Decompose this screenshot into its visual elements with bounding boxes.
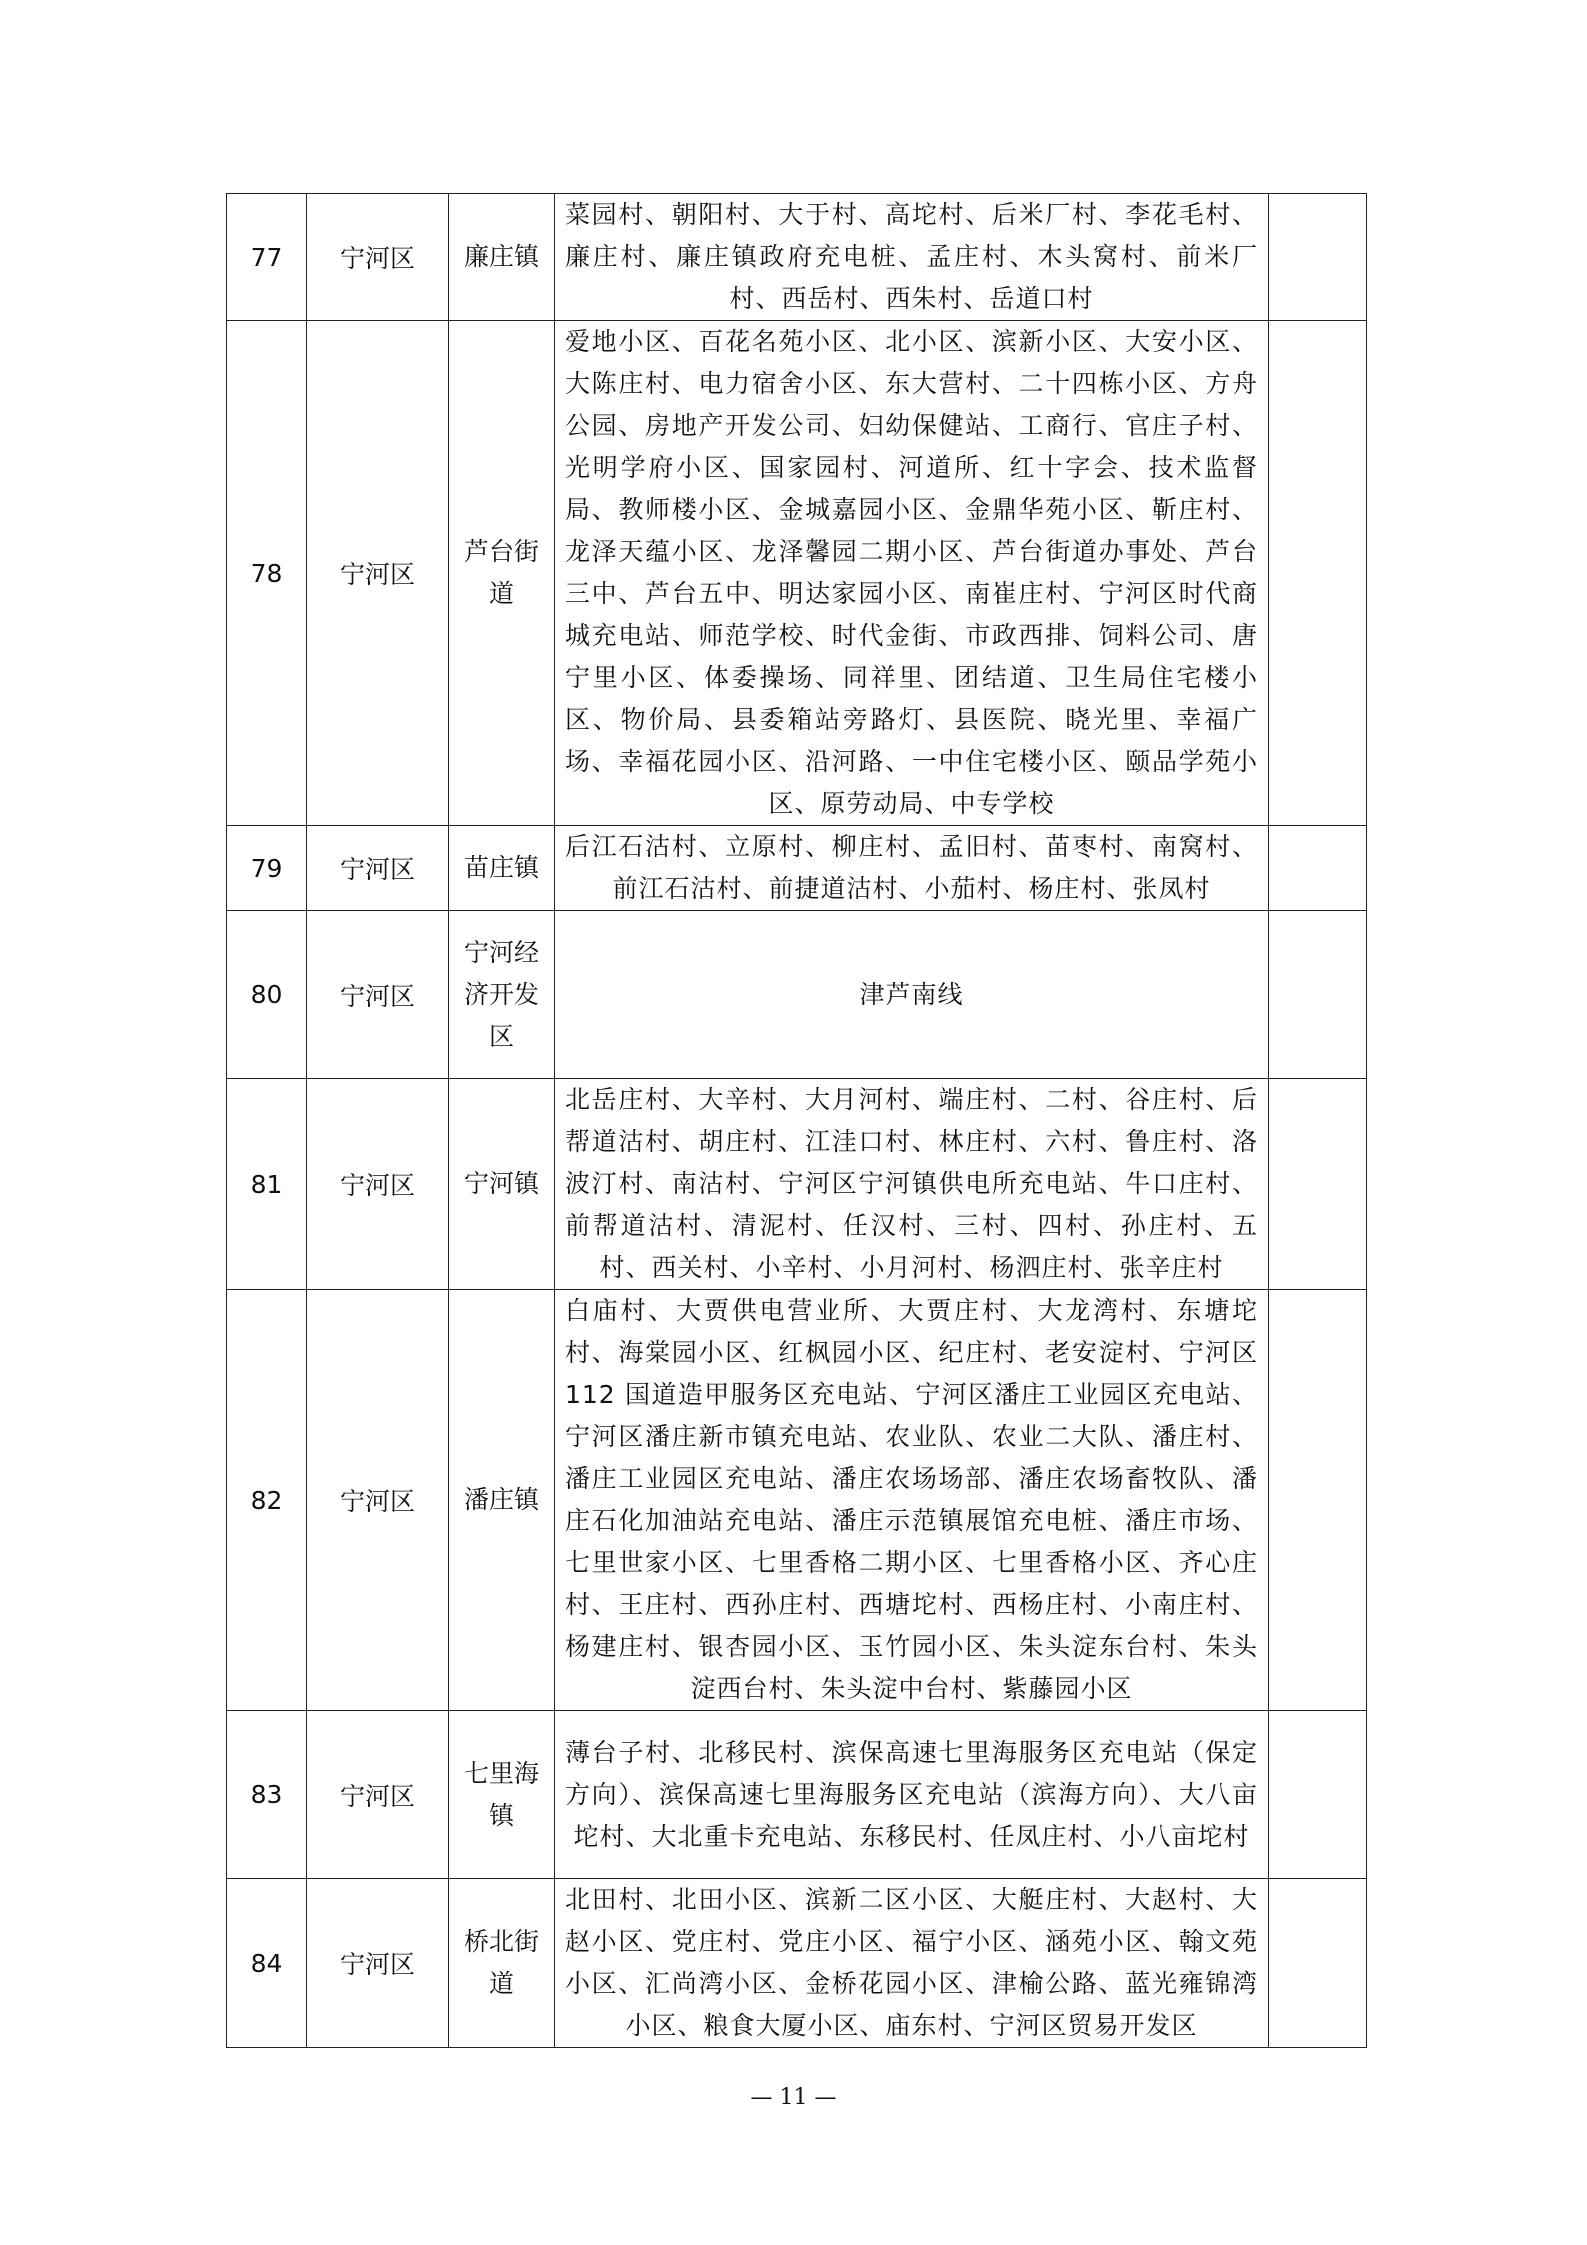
district-cell: 宁河区 — [307, 321, 449, 826]
row-number: 84 — [227, 1879, 307, 2048]
extra-cell — [1269, 194, 1367, 321]
district-cell: 宁河区 — [307, 194, 449, 321]
charging-area-table — [226, 193, 1367, 2048]
table-row — [227, 1290, 1367, 1711]
district-cell: 宁河区 — [307, 826, 449, 911]
extra-cell — [1269, 1711, 1367, 1879]
areas-cell: 北岳庄村、大辛村、大月河村、端庄村、二村、谷庄村、后帮道沽村、胡庄村、江洼口村、林庄村、六村、鲁庄村、洛波汀村、南沽村、宁河区宁河镇供电所充电站、牛口庄村、前帮道沽村、清泥村、任汉村、三村、四村、孙庄村、五村、西关村、小辛村、小月河村、杨泗庄村、张辛庄村 — [555, 1079, 1269, 1290]
row-number: 78 — [227, 321, 307, 826]
extra-cell — [1269, 911, 1367, 1079]
areas-cell: 后江石沽村、立原村、柳庄村、孟旧村、苗枣村、南窝村、前江石沽村、前捷道沽村、小茄村、杨庄村、张凤村 — [555, 826, 1269, 911]
row-number: 77 — [227, 194, 307, 321]
table-row — [227, 321, 1367, 826]
district-cell: 宁河区 — [307, 911, 449, 1079]
row-number: 83 — [227, 1711, 307, 1879]
town-cell: 宁河镇 — [449, 1079, 555, 1290]
town-cell: 宁河经济开发区 — [449, 911, 555, 1079]
extra-cell — [1269, 321, 1367, 826]
district-cell: 宁河区 — [307, 1711, 449, 1879]
town-cell: 潘庄镇 — [449, 1290, 555, 1711]
extra-cell — [1269, 826, 1367, 911]
table-row — [227, 826, 1367, 911]
town-cell: 桥北街道 — [449, 1879, 555, 2048]
table-row — [227, 911, 1367, 1079]
town-cell: 廉庄镇 — [449, 194, 555, 321]
row-number: 80 — [227, 911, 307, 1079]
areas-cell: 津芦南线 — [555, 911, 1269, 1079]
table-row — [227, 1879, 1367, 2048]
extra-cell — [1269, 1879, 1367, 2048]
table-row — [227, 1079, 1367, 1290]
table-row — [227, 1711, 1367, 1879]
table-row — [227, 194, 1367, 321]
areas-cell: 白庙村、大贾供电营业所、大贾庄村、大龙湾村、东塘坨村、海棠园小区、红枫园小区、纪庄村、老安淀村、宁河区 112 国道造甲服务区充电站、宁河区潘庄工业园区充电站、宁河区潘庄新市镇充电站、农业队、农业二大队、潘庄村、潘庄工业园区充电站、潘庄农场场部、潘庄农场畜牧队、潘庄石化加油站充电站、潘庄示范镇展馆充电桩、潘庄市场、七里世家小区、七里香格二期小区、七里香格小区、齐心庄村、王庄村、西孙庄村、西塘坨村、西杨庄村、小南庄村、杨建庄村、银杏园小区、玉竹园小区、朱头淀东台村、朱头淀西台村、朱头淀中台村、紫藤园小区 — [555, 1290, 1269, 1711]
areas-cell: 薄台子村、北移民村、滨保高速七里海服务区充电站（保定方向）、滨保高速七里海服务区充电站（滨海方向）、大八亩坨村、大北重卡充电站、东移民村、任凤庄村、小八亩坨村 — [555, 1711, 1269, 1879]
areas-cell: 菜园村、朝阳村、大于村、高坨村、后米厂村、李花毛村、廉庄村、廉庄镇政府充电桩、孟庄村、木头窝村、前米厂村、西岳村、西朱村、岳道口村 — [555, 194, 1269, 321]
row-number: 82 — [227, 1290, 307, 1711]
town-cell: 七里海镇 — [449, 1711, 555, 1879]
areas-cell: 爱地小区、百花名苑小区、北小区、滨新小区、大安小区、大陈庄村、电力宿舍小区、东大营村、二十四栋小区、方舟公园、房地产开发公司、妇幼保健站、工商行、官庄子村、光明学府小区、国家园村、河道所、红十字会、技术监督局、教师楼小区、金城嘉园小区、金鼎华苑小区、靳庄村、龙泽天蕴小区、龙泽馨园二期小区、芦台街道办事处、芦台三中、芦台五中、明达家园小区、南崔庄村、宁河区时代商城充电站、师范学校、时代金街、市政西排、饲料公司、唐宁里小区、体委操场、同祥里、团结道、卫生局住宅楼小区、物价局、县委箱站旁路灯、县医院、晓光里、幸福广场、幸福花园小区、沿河路、一中住宅楼小区、颐品学苑小区、原劳动局、中专学校 — [555, 321, 1269, 826]
district-cell: 宁河区 — [307, 1879, 449, 2048]
district-cell: 宁河区 — [307, 1290, 449, 1711]
extra-cell — [1269, 1079, 1367, 1290]
row-number: 81 — [227, 1079, 307, 1290]
page-number: — 11 — — [750, 2085, 837, 2110]
town-cell: 芦台街道 — [449, 321, 555, 826]
district-cell: 宁河区 — [307, 1079, 449, 1290]
town-cell: 苗庄镇 — [449, 826, 555, 911]
extra-cell — [1269, 1290, 1367, 1711]
row-number: 79 — [227, 826, 307, 911]
areas-cell: 北田村、北田小区、滨新二区小区、大艇庄村、大赵村、大赵小区、党庄村、党庄小区、福宁小区、涵苑小区、翰文苑小区、汇尚湾小区、金桥花园小区、津榆公路、蓝光雍锦湾小区、粮食大厦小区、庙东村、宁河区贸易开发区 — [555, 1879, 1269, 2048]
